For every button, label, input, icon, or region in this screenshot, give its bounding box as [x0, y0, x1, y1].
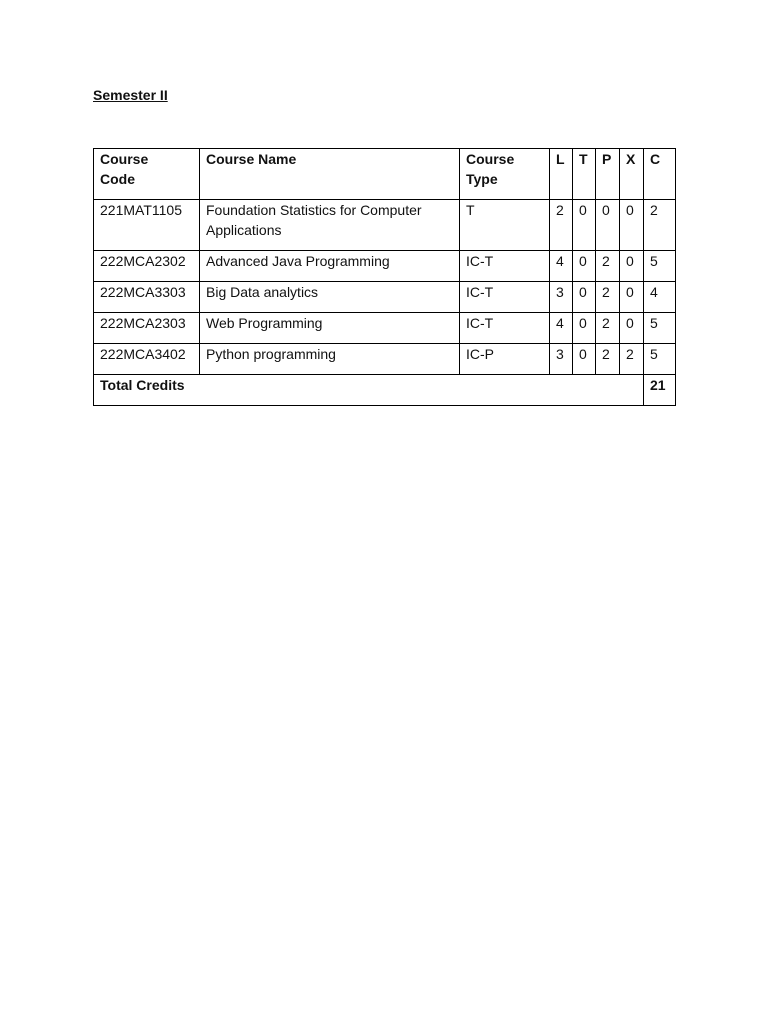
table-row	[94, 282, 676, 313]
total-credits-value: 21	[644, 375, 676, 406]
page-heading: Semester II	[93, 87, 168, 103]
cell-p: 2	[596, 313, 620, 344]
cell-t: 0	[573, 344, 596, 375]
cell-course-name: Foundation Statistics for Computer Applications	[200, 200, 460, 251]
table-row	[94, 200, 676, 251]
header-course-code: Course Code	[94, 149, 200, 200]
cell-c: 5	[644, 251, 676, 282]
cell-t: 0	[573, 313, 596, 344]
cell-p: 2	[596, 282, 620, 313]
cell-l: 3	[550, 282, 573, 313]
cell-l: 3	[550, 344, 573, 375]
header-t: T	[573, 149, 596, 200]
cell-course-name: Python programming	[200, 344, 460, 375]
cell-course-type: T	[460, 200, 550, 251]
cell-course-name: Web Programming	[200, 313, 460, 344]
cell-course-type: IC-T	[460, 282, 550, 313]
cell-course-code: 222MCA3402	[94, 344, 200, 375]
cell-t: 0	[573, 200, 596, 251]
cell-x: 0	[620, 251, 644, 282]
cell-c: 2	[644, 200, 676, 251]
table-row	[94, 313, 676, 344]
header-p: P	[596, 149, 620, 200]
cell-l: 4	[550, 313, 573, 344]
cell-l: 4	[550, 251, 573, 282]
cell-c: 4	[644, 282, 676, 313]
cell-x: 0	[620, 282, 644, 313]
header-c: C	[644, 149, 676, 200]
header-l: L	[550, 149, 573, 200]
cell-x: 2	[620, 344, 644, 375]
cell-t: 0	[573, 251, 596, 282]
header-course-type: Course Type	[460, 149, 550, 200]
table-header-row	[94, 149, 676, 200]
total-row	[94, 375, 676, 406]
cell-c: 5	[644, 344, 676, 375]
cell-course-name: Big Data analytics	[200, 282, 460, 313]
cell-course-code: 221MAT1105	[94, 200, 200, 251]
cell-p: 2	[596, 344, 620, 375]
total-credits-label: Total Credits	[94, 375, 644, 406]
course-table	[93, 148, 676, 406]
cell-p: 0	[596, 200, 620, 251]
cell-p: 2	[596, 251, 620, 282]
header-course-name: Course Name	[200, 149, 460, 200]
cell-course-code: 222MCA2303	[94, 313, 200, 344]
header-x: X	[620, 149, 644, 200]
cell-c: 5	[644, 313, 676, 344]
table-row	[94, 251, 676, 282]
cell-x: 0	[620, 200, 644, 251]
cell-course-type: IC-T	[460, 251, 550, 282]
cell-x: 0	[620, 313, 644, 344]
cell-l: 2	[550, 200, 573, 251]
cell-course-type: IC-T	[460, 313, 550, 344]
cell-course-code: 222MCA2302	[94, 251, 200, 282]
cell-t: 0	[573, 282, 596, 313]
cell-course-type: IC-P	[460, 344, 550, 375]
cell-course-code: 222MCA3303	[94, 282, 200, 313]
cell-course-name: Advanced Java Programming	[200, 251, 460, 282]
table-row	[94, 344, 676, 375]
